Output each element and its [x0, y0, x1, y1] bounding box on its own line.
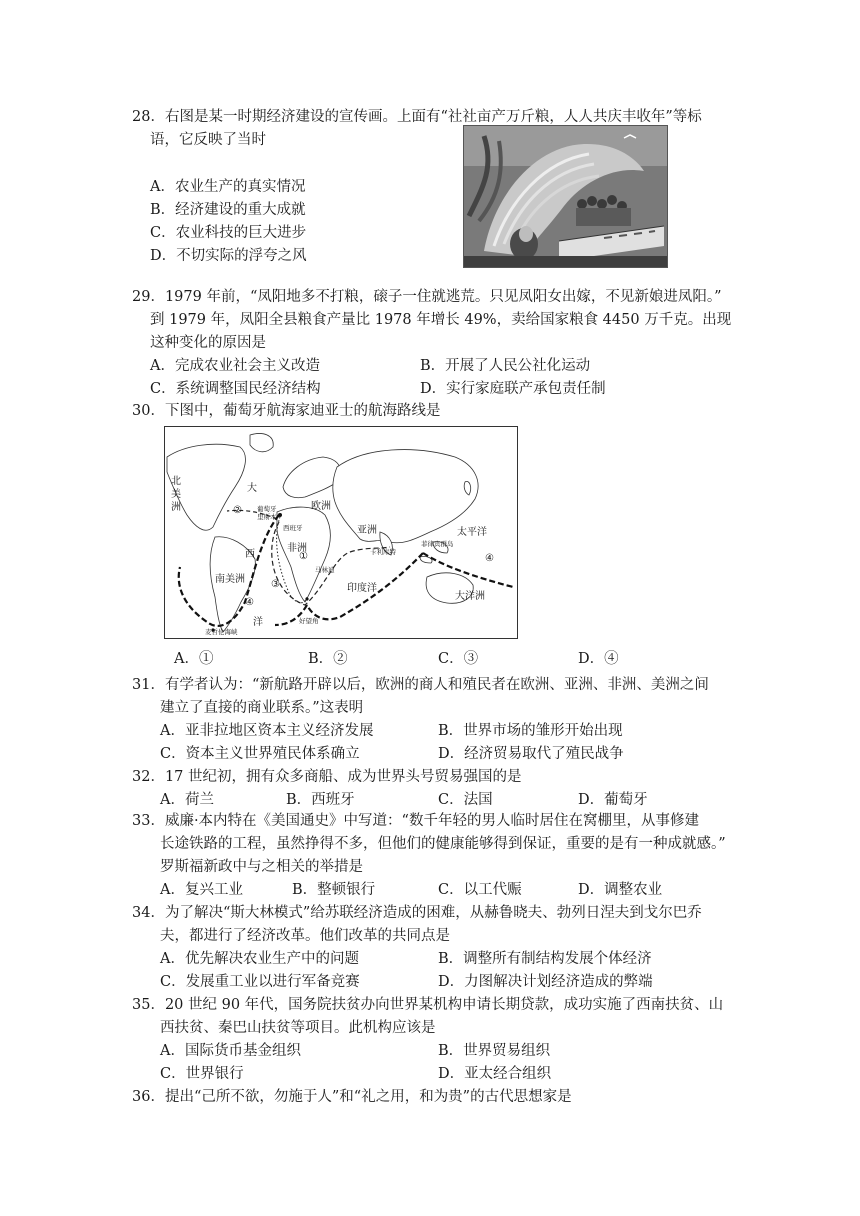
q31-stem-line1: 31．有学者认为：“新航路开辟以后，欧洲的商人和殖民者在欧洲、亚洲、非洲、美洲之间 [132, 677, 709, 693]
q33-stem-line1: 33．威廉·本内特在《美国通史》中写道：“数千年轻的男人临时居住在窝棚里，从事修建 [132, 813, 699, 829]
q29-stem-line3: 这种变化的原因是 [150, 335, 266, 351]
map-label-calicut: 卡利库特 [370, 548, 396, 556]
map-label-north-america: 北美洲 [171, 476, 181, 513]
q29-option-d[interactable]: D．实行家庭联产承包责任制 [420, 381, 606, 397]
q33-option-c[interactable]: C．以工代赈 [438, 882, 522, 898]
q33-option-a[interactable]: A．复兴工业 [160, 882, 243, 898]
q32-option-d[interactable]: D．葡萄牙 [578, 792, 648, 808]
q33-stem-line3: 罗斯福新政中与之相关的举措是 [160, 859, 363, 875]
q29-stem-line1: 29．1979 年前，“凤阳地多不打粮，磙子一住就逃荒。只见凤阳女出嫁，不见新娘进凤阳。” [132, 289, 722, 305]
map-label-malindi: 马林迪 [315, 566, 335, 574]
q28-option-c[interactable]: C．农业科技的巨大进步 [150, 225, 307, 241]
q32-option-b[interactable]: B．西班牙 [286, 792, 355, 808]
q28-stem-line2: 语，它反映了当时 [150, 132, 266, 148]
map-label-da: 大 [247, 483, 257, 494]
map-label-yang: 洋 [253, 617, 263, 628]
map-label-asia: 亚洲 [357, 525, 377, 536]
map-label-philippines: 菲律宾群岛 [421, 540, 454, 548]
q33-option-d[interactable]: D．调整农业 [578, 882, 663, 898]
map-label-indian-ocean: 印度洋 [347, 583, 377, 594]
map-label-oceania: 大洋洲 [455, 591, 485, 602]
map-label-lisbon: 里斯本 [257, 513, 277, 521]
q35-option-c[interactable]: C．世界银行 [160, 1066, 244, 1082]
q30-option-d[interactable]: D．④ [578, 651, 619, 667]
q32-option-c[interactable]: C．法国 [438, 792, 493, 808]
map-route-marker-3: ③ [271, 579, 280, 590]
q31-option-a[interactable]: A．亚非拉地区资本主义经济发展 [160, 723, 374, 739]
q34-option-d[interactable]: D．力图解决计划经济造成的弊端 [438, 974, 653, 990]
q34-stem-line1: 34．为了解决“斯大林模式”给苏联经济造成的困难，从赫鲁晓夫、勃列日涅夫到戈尔巴乔 [132, 905, 702, 921]
q34-option-b[interactable]: B．调整所有制结构发展个体经济 [438, 951, 652, 967]
q36-stem-line1: 36．提出“己所不欲，勿施于人”和“礼之用，和为贵”的古代思想家是 [132, 1089, 572, 1105]
q28-option-a[interactable]: A．农业生产的真实情况 [150, 179, 306, 195]
q35-stem-line1: 35．20 世纪 90 年代，国务院扶贫办向世界某机构申请长期贷款，成功实施了西南扶贫、山 [132, 997, 724, 1013]
map-route-marker-4-atlantic: ④ [245, 597, 254, 608]
q32-stem-line1: 32．17 世纪初，拥有众多商船、成为世界头号贸易强国的是 [132, 769, 522, 785]
q35-option-b[interactable]: B．世界贸易组织 [438, 1043, 551, 1059]
map-label-magellan-strait: 麦哲伦海峡 [205, 628, 238, 636]
q33-option-b[interactable]: B．整顿银行 [292, 882, 376, 898]
q29-stem-line2: 到 1979 年，凤阳全县粮食产量比 1978 年增长 49%，卖给国家粮食 4450 万千克。出现 [150, 312, 732, 328]
map-label-south-america: 南美洲 [215, 574, 245, 585]
q35-option-d[interactable]: D．亚太经合组织 [438, 1066, 552, 1082]
map-route-marker-4-pacific: ④ [485, 553, 494, 564]
voyage-routes-map [164, 426, 518, 639]
map-label-cape-of-good-hope: 好望角 [299, 617, 319, 625]
map-label-xi: 西 [245, 549, 255, 560]
q34-stem-line2: 夫，都进行了经济改革。他们改革的共同点是 [160, 928, 450, 944]
map-route-marker-2: ② [233, 505, 242, 516]
q30-option-c[interactable]: C．③ [438, 651, 479, 667]
q31-option-d[interactable]: D．经济贸易取代了殖民战争 [438, 746, 624, 762]
q31-option-b[interactable]: B．世界市场的雏形开始出现 [438, 723, 623, 739]
q30-option-a[interactable]: A．① [174, 651, 214, 667]
q32-option-a[interactable]: A．荷兰 [160, 792, 214, 808]
map-label-spain: 西班牙 [283, 524, 303, 532]
q28-option-d[interactable]: D．不切实际的浮夸之风 [150, 248, 307, 264]
map-label-pacific: 太平洋 [457, 527, 487, 538]
q30-option-b[interactable]: B．② [308, 651, 348, 667]
q29-option-a[interactable]: A．完成农业社会主义改造 [150, 358, 320, 374]
q29-option-c[interactable]: C．系统调整国民经济结构 [150, 381, 321, 397]
propaganda-poster-image [463, 125, 668, 268]
map-label-portugal: 葡萄牙 [257, 505, 277, 513]
map-label-africa: 非洲 [287, 543, 307, 554]
q34-option-a[interactable]: A．优先解决农业生产中的问题 [160, 951, 359, 967]
q33-stem-line2: 长途铁路的工程，虽然挣得不多，但他们的健康能够得到保证，重要的是有一种成就感。” [160, 836, 726, 852]
q28-option-b[interactable]: B．经济建设的重大成就 [150, 202, 306, 218]
q31-stem-line2: 建立了直接的商业联系。”这表明 [160, 700, 364, 716]
q31-option-c[interactable]: C．资本主义世界殖民体系确立 [160, 746, 360, 762]
q34-option-c[interactable]: C．发展重工业以进行军备竞赛 [160, 974, 360, 990]
map-label-europe: 欧洲 [311, 501, 331, 512]
q29-option-b[interactable]: B．开展了人民公社化运动 [420, 358, 591, 374]
q35-stem-line2: 西扶贫、秦巴山扶贫等项目。此机构应该是 [160, 1020, 436, 1036]
map-route-marker-1: ① [299, 551, 308, 562]
q30-stem-line1: 30．下图中，葡萄牙航海家迪亚士的航海路线是 [132, 403, 441, 419]
q35-option-a[interactable]: A．国际货币基金组织 [160, 1043, 301, 1059]
q28-stem-line1: 28．右图是某一时期经济建设的宣传画。上面有“社社亩产万斤粮，人人共庆丰收年”等标 [132, 109, 702, 125]
